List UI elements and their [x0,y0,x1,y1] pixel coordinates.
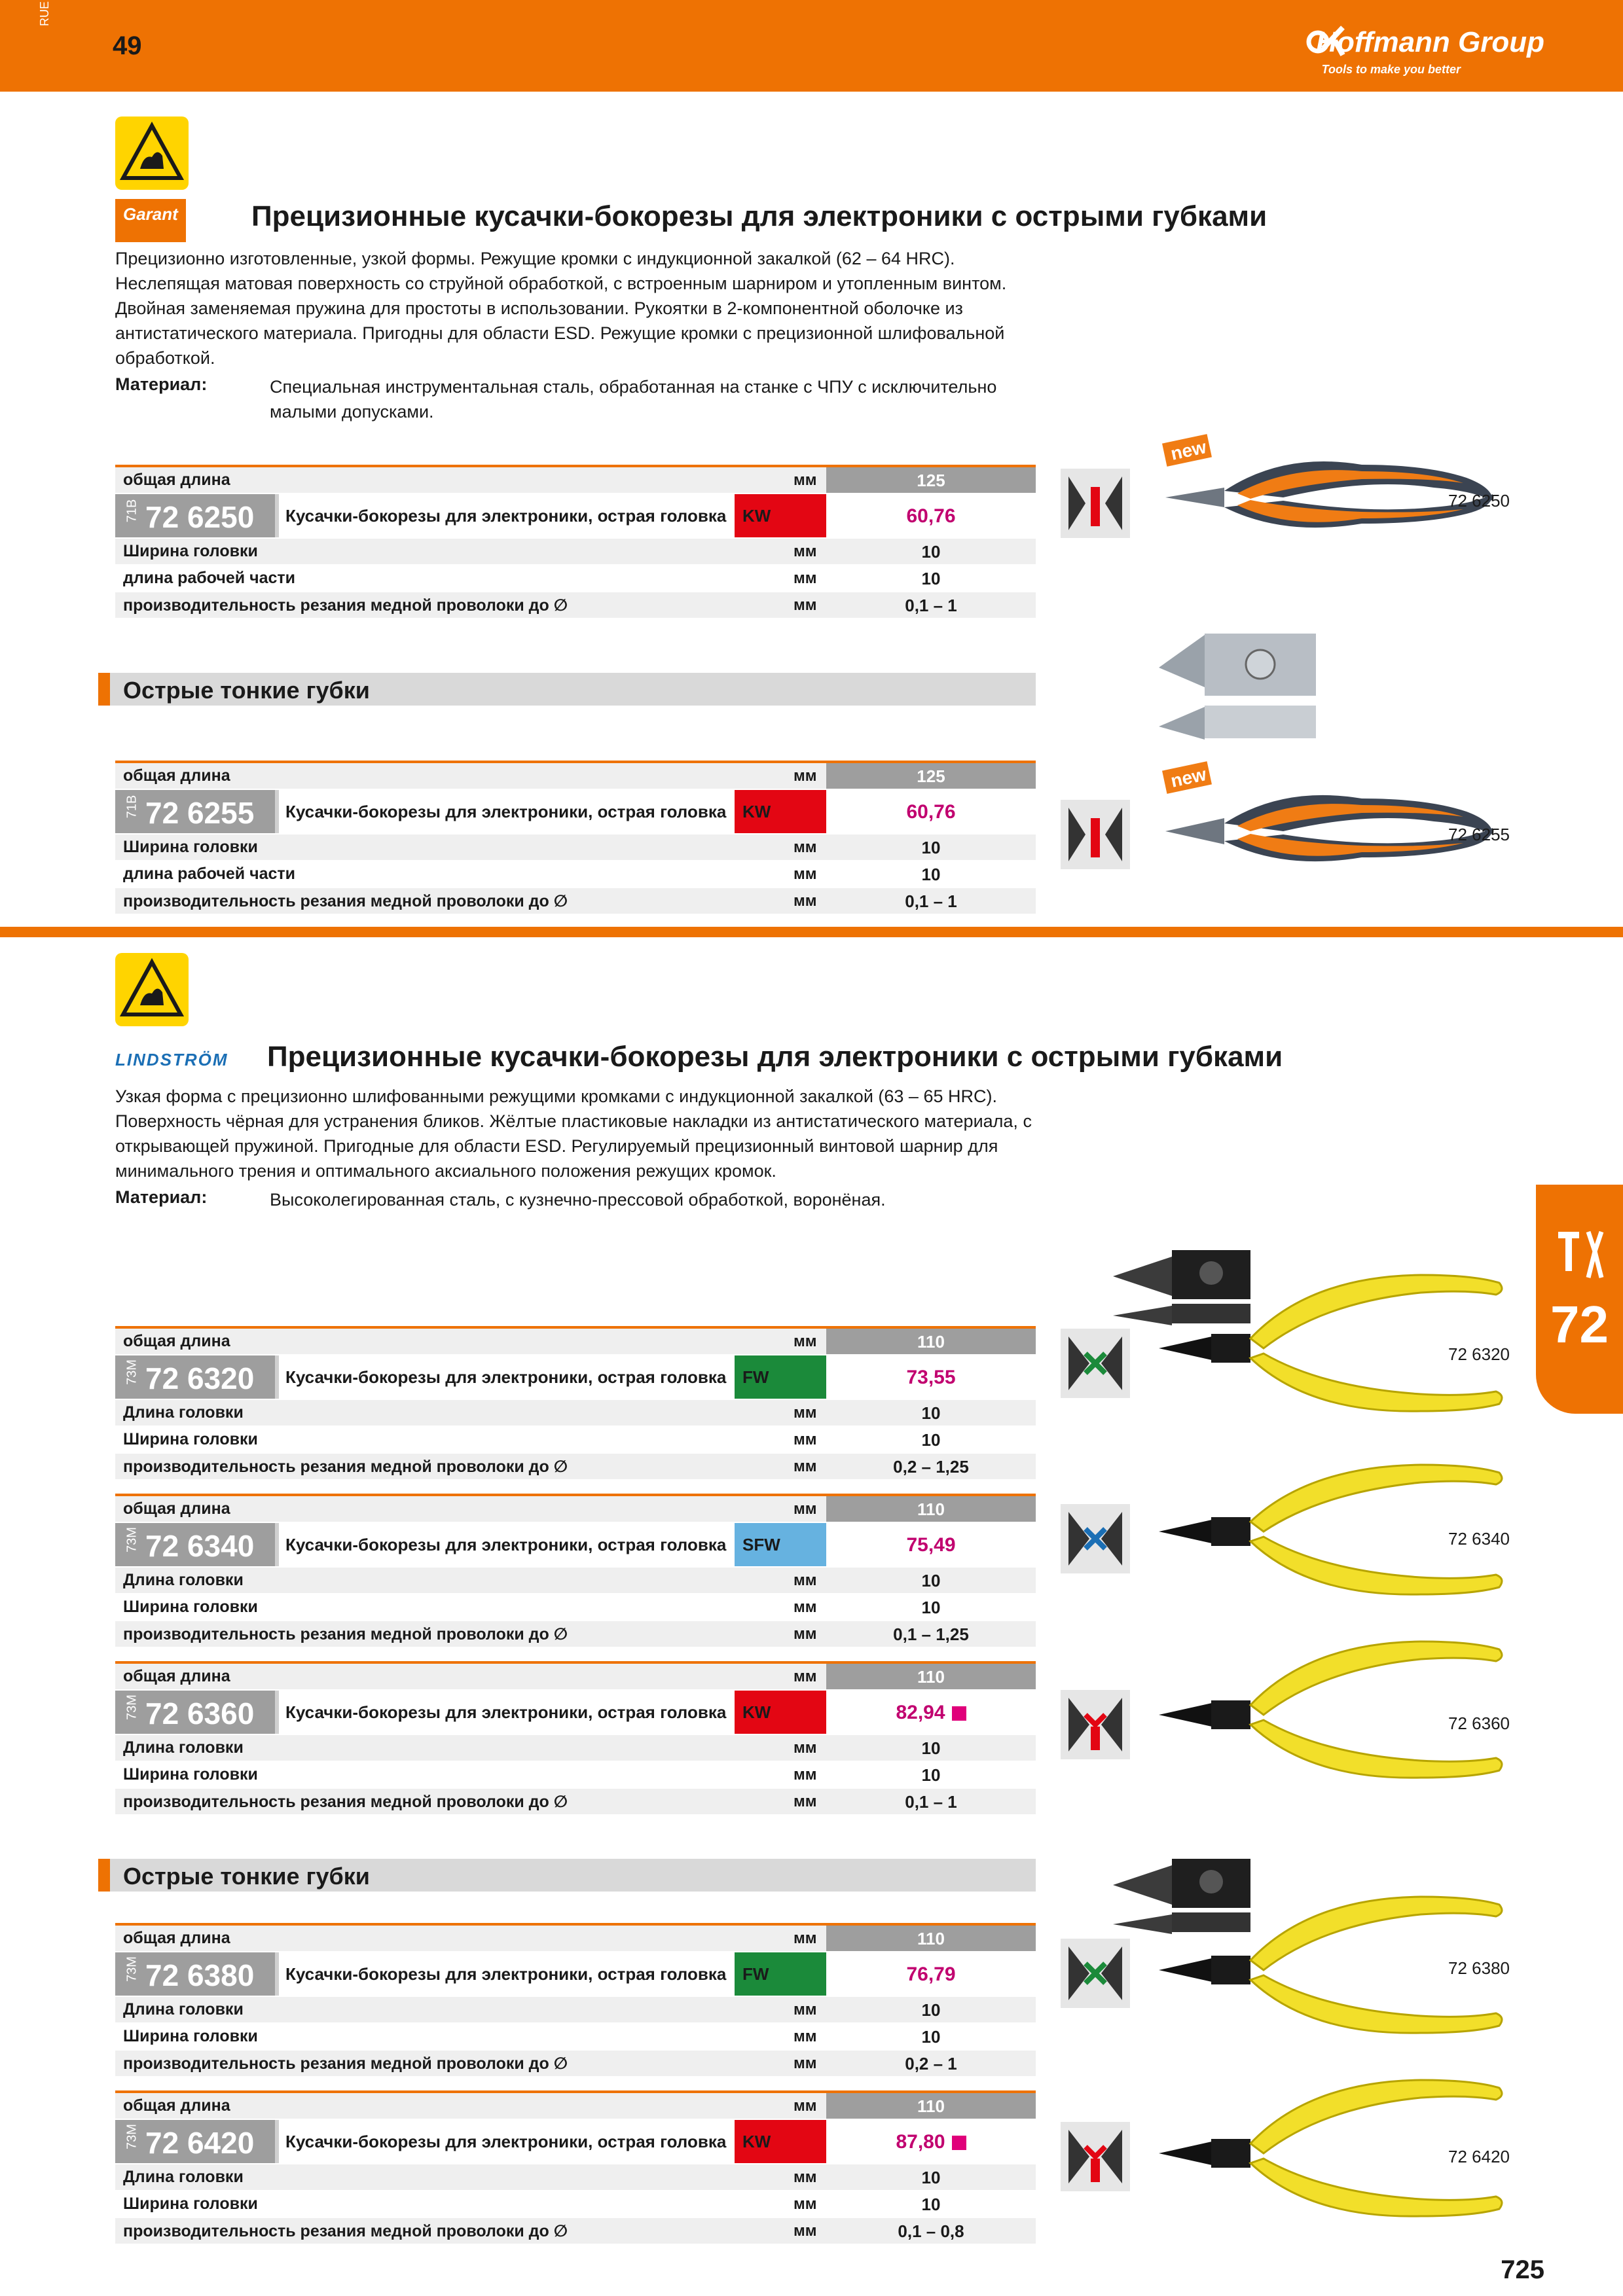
table-row [115,834,1036,861]
table-row [115,565,1036,592]
spec-label: производительность резания медной проволоки до ∅ [123,596,568,615]
section2-material-label: Материал: [115,1187,208,1207]
product-name: Кусачки-бокорезы для электроники, острая головка [285,802,727,821]
unit-label: мм [793,865,817,883]
spec-label: Ширина головки [123,1430,258,1448]
product-table-726320 [115,1326,1036,1480]
group-code: 73M [124,1956,139,1982]
spec-value: 10 [921,2027,941,2047]
unit-label: мм [793,1598,817,1616]
unit-label: мм [793,1793,817,1810]
spec-value: 0,1 – 1 [905,596,957,615]
table-row [115,592,1036,619]
esd-warning-icon [115,117,189,190]
unit-label: мм [793,1625,817,1643]
price: 60,76 [906,505,956,527]
unit-label: мм [793,596,817,614]
product-image-label: 72 6340 [1448,1529,1510,1549]
table-row [115,1454,1036,1480]
table-row [115,888,1036,915]
product-image-label: 72 6250 [1448,491,1510,511]
spec-value: 0,2 – 1,25 [893,1457,969,1477]
sku[interactable]: 72 6360 [145,1696,255,1731]
overall-length-value: 110 [917,1667,945,1687]
unit-label: мм [793,1766,817,1784]
overall-length-value: 110 [917,1332,945,1352]
product-name: Кусачки-бокорезы для электроники, острая головка [285,1702,727,1722]
spec-label: Длина головки [123,1738,244,1757]
unit-label: мм [793,2195,817,2213]
sku[interactable]: 72 6340 [145,1529,255,1563]
unit-label: мм [793,1500,817,1518]
spec-value: 10 [921,542,941,562]
cut-code-badge: KW [742,1702,771,1722]
table-row [115,2191,1036,2218]
cut-profile-icon [1057,1325,1134,1402]
cut-profile-icon [1057,1686,1134,1763]
unit-label: мм [793,1739,817,1757]
cut-profile-icon [1057,2118,1134,2195]
overall-length-label: общая длина [123,1332,230,1350]
cut-code-badge: SFW [742,1535,780,1554]
page-number-top: 49 [113,31,142,60]
sku[interactable]: 72 6250 [145,500,255,534]
table-row [115,1494,1036,1523]
language-code: RUE [38,1,51,26]
section1-title: Прецизионные кусачки-бокорезы для электроники с острыми губками [251,200,1267,232]
subheading-text: Острые тонкие губки [123,1863,370,1890]
table-row [115,1400,1036,1427]
overall-length-label: общая длина [123,1929,230,1947]
section-tab[interactable] [1536,1185,1623,1414]
subheading [98,1859,1036,1892]
overall-length-label: общая длина [123,766,230,785]
table-row [115,2090,1036,2120]
unit-label: мм [793,838,817,856]
product-table-726250 [115,465,1036,619]
spec-value: 0,2 – 1 [905,2054,957,2073]
esd-warning-icon [115,953,189,1026]
unit-label: мм [793,543,817,560]
spec-label: производительность резания медной проволоки до ∅ [123,1458,568,1476]
unit-label: мм [793,1404,817,1422]
group-code: 73M [124,1527,139,1552]
header-bar [0,0,1623,92]
cut-profile-icon [1057,1935,1134,2012]
table-row [115,1594,1036,1621]
product-main-row[interactable] [115,494,1036,539]
lindstrom-brand-badge: LINDSTRÖM [115,1050,228,1069]
group-code: 73M [124,1695,139,1720]
product-main-row[interactable] [115,790,1036,834]
section-number: 72 [1550,1295,1609,1354]
spec-value: 10 [921,1430,941,1450]
section1-description: Прецизионно изготовленные, узкой формы. Режущие кромки с индукционной закалкой (62 – 64 HRC). Неслепящая матовая поверхность со струйной обработкой, с встроенным шарниром и утопленным винтом. Двойная заменяемая пружина для простоты в использовании. Рукоятки в 2-компонентной оболочке из антистатического материала. Пригодны для области ESD. Режущие кромки с прецизионной шлифовальной обработкой. [115,249,1007,368]
garant-brand-badge: Garant [115,199,186,242]
spec-label: Ширина головки [123,838,258,856]
new-badge-text: new [1169,437,1209,464]
table-row [115,465,1036,494]
group-code: 71B [124,499,139,523]
spec-label: производительность резания медной проволоки до ∅ [123,2222,568,2240]
spec-label: производительность резания медной проволоки до ∅ [123,892,568,910]
unit-label: мм [793,1431,817,1448]
spec-value: 10 [921,2168,941,2187]
product-image-label: 72 6420 [1448,2147,1510,2166]
spec-value: 10 [921,569,941,588]
product-image-label: 72 6380 [1448,1958,1510,1978]
spec-value: 10 [921,838,941,857]
unit-label: мм [793,471,817,489]
product-main-row[interactable] [115,1355,1036,1400]
overall-length-value: 125 [917,471,945,490]
spec-value: 10 [921,1765,941,1785]
product-image-label: 72 6320 [1448,1344,1510,1364]
product-image-label: 72 6360 [1448,1713,1510,1733]
product-name: Кусачки-бокорезы для электроники, острая головка [285,1535,727,1554]
cut-code-badge: KW [742,2132,771,2151]
section1-material-label: Материал: [115,374,208,394]
table-row [115,1661,1036,1691]
cut-code-badge: KW [742,802,771,821]
unit-label: мм [793,1333,817,1350]
subheading [98,673,1036,706]
price: 73,55 [906,1367,956,1388]
unit-label: мм [793,1571,817,1589]
product-name: Кусачки-бокорезы для электроники, острая головка [285,506,727,526]
overall-length-value: 125 [917,766,945,786]
unit-label: мм [793,1929,817,1947]
sku[interactable]: 72 6255 [145,796,255,830]
overall-length-label: общая длина [123,2096,230,2115]
table-row [115,2164,1036,2191]
cut-profile-icon [1057,1500,1134,1577]
cut-code-badge: FW [742,1964,769,1984]
price: 87,80 [826,2131,1036,2153]
spec-label: Ширина головки [123,1765,258,1784]
brand-tagline: Tools to make you better [1321,63,1461,76]
spec-value: 10 [921,865,941,884]
new-badge-text: new [1169,764,1209,791]
section2-description: Узкая форма с прецизионно шлифованными режущими кромками с индукционной закалкой (63 – 65 HRC). Поверхность чёрная для устранения бликов. Жёлтые пластиковые накладки из антистатического материала, с открывающей пружиной. Пригодные для области ESD. Регулируемый прецизионный винтовой шарнир для минимального трения и оптимального аксиального положения режущих кромок. [115,1086,1032,1181]
subheading-text: Острые тонкие губки [123,677,370,704]
spec-value: 0,1 – 0,8 [898,2221,964,2241]
table-row [115,1997,1036,2024]
unit-label: мм [793,767,817,785]
product-image-label: 72 6255 [1448,825,1510,844]
cut-code-badge: FW [742,1367,769,1387]
unit-label: мм [793,2097,817,2115]
overall-length-value: 110 [917,1929,945,1948]
overall-length-value: 110 [917,1499,945,1519]
unit-label: мм [793,892,817,910]
unit-label: мм [793,569,817,587]
table-row [115,1621,1036,1648]
spec-label: Длина головки [123,1403,244,1422]
spec-label: Ширина головки [123,2027,258,2045]
overall-length-label: общая длина [123,471,230,489]
table-row [115,1427,1036,1454]
group-code: 71B [124,795,139,819]
page-number-bottom: 725 [1501,2255,1544,2284]
section2-title: Прецизионные кусачки-бокорезы для электроники с острыми губками [267,1041,1283,1073]
table-row [115,861,1036,888]
spec-value: 10 [921,2000,941,2020]
overall-length-label: общая длина [123,1499,230,1518]
table-row [115,2051,1036,2077]
price: 60,76 [906,801,956,823]
spec-value: 10 [921,1598,941,1617]
overall-length-value: 110 [917,2096,945,2116]
cut-code-badge: KW [742,506,771,526]
section1-material-text: Специальная инструментальная сталь, обработанная на станке с ЧПУ с исключительно малыми допусками. [270,377,997,422]
spec-value: 10 [921,1571,941,1590]
section2-material-text: Высоколегированная сталь, с кузнечно-прессовой обработкой, воронёная. [270,1190,886,1210]
table-row [115,1762,1036,1789]
group-code: 73M [124,1359,139,1385]
sku[interactable]: 72 6420 [145,2126,255,2160]
unit-label: мм [793,2222,817,2240]
spec-value: 10 [921,1738,941,1758]
spec-label: длина рабочей части [123,865,296,883]
spec-label: производительность резания медной проволоки до ∅ [123,1793,568,1811]
sku[interactable]: 72 6380 [145,1958,255,1992]
spec-label: Длина головки [123,1571,244,1589]
brand-name: Hoffmann Group [1316,26,1544,58]
pliers-icon [1556,1225,1608,1284]
group-code: 73M [124,2124,139,2149]
unit-label: мм [793,2054,817,2072]
price: 75,49 [906,1534,956,1556]
product-main-row[interactable] [115,2120,1036,2164]
product-table-726360 [115,1661,1036,1816]
table-row [115,1568,1036,1594]
table-row [115,539,1036,565]
section-divider [0,927,1623,937]
spec-label: Ширина головки [123,542,258,560]
sku[interactable]: 72 6320 [145,1361,255,1395]
spec-value: 10 [921,2195,941,2214]
table-row [115,2024,1036,2051]
price-marker-icon [952,1706,966,1721]
cut-profile-icon [1057,465,1134,542]
product-table-726380 [115,1923,1036,2077]
pliers-image-yellow [1159,1630,1525,1793]
table-row [115,1326,1036,1355]
unit-label: мм [793,2028,817,2045]
product-table-726420 [115,2090,1036,2245]
table-row [115,2218,1036,2245]
spec-label: длина рабочей части [123,569,296,587]
spec-value: 0,1 – 1 [905,891,957,911]
product-name: Кусачки-бокорезы для электроники, острая головка [285,1964,727,1984]
price-marker-icon [952,2136,966,2150]
price: 82,94 [826,1702,1036,1724]
cut-profile-icon [1057,796,1134,873]
table-row [115,1789,1036,1816]
overall-length-label: общая длина [123,1667,230,1685]
product-table-726340 [115,1494,1036,1648]
table-row [115,1923,1036,1952]
unit-label: мм [793,1668,817,1685]
spec-label: Длина головки [123,2168,244,2186]
table-row [115,1735,1036,1762]
price: 76,79 [906,1964,956,1985]
product-main-row[interactable] [115,1523,1036,1568]
spec-label: производительность резания медной проволоки до ∅ [123,1625,568,1643]
product-name: Кусачки-бокорезы для электроники, острая головка [285,1367,727,1387]
spec-label: Ширина головки [123,2195,258,2213]
table-row [115,761,1036,790]
spec-value: 0,1 – 1 [905,1792,957,1812]
unit-label: мм [793,1458,817,1475]
unit-label: мм [793,2001,817,2018]
spec-value: 10 [921,1403,941,1423]
spec-value: 0,1 – 1,25 [893,1624,969,1644]
product-name: Кусачки-бокорезы для электроники, острая головка [285,2132,727,2151]
spec-label: производительность резания медной проволоки до ∅ [123,2054,568,2073]
unit-label: мм [793,2168,817,2186]
jaw-closeup-image [1152,628,1322,746]
product-main-row[interactable] [115,1952,1036,1997]
product-main-row[interactable] [115,1691,1036,1735]
spec-label: Ширина головки [123,1598,258,1616]
spec-label: Длина головки [123,2000,244,2018]
product-table-726255 [115,761,1036,915]
